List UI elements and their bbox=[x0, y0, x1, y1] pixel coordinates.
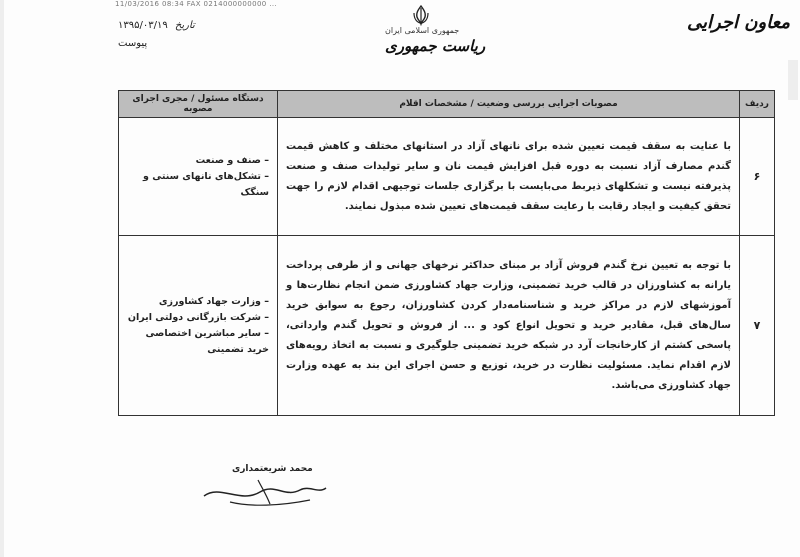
date-line bbox=[118, 20, 195, 31]
presidency-title: ریاست جمهوری bbox=[385, 37, 486, 55]
scan-mark bbox=[788, 60, 798, 100]
row-text: با توجه به تعیین نرخ گندم فروش آزاد بر مبنای حداکثر نرخهای جهانی و از طرفی پرداخت یارانه به کشاورزان در قالب خرید تضمینی، وزارت جهاد کشاورزی ضمن انجام نظارت‌ها و آموزشهای لازم در مراکز خرید و شناسنامه‌دار کردن کشاورزان، رجوع به سوابق خرید سال‌های قبل، مقادیر خرید و تحویل انواع کود و ... از فروش و تحویل گندم وارداتی، پاسخی کشتم از کارخانجات آرد در شبکه خرید تضمینی جلوگیری و نسبت به اتخاذ رویه‌های لازم اقدام نماید. مسئولیت نظارت در خرید، توزیع و حسن اجرای این بند به عهده وزارت جهاد کشاورزی می‌باشد. bbox=[278, 236, 740, 416]
responsible-item: – تشکل‌های نانهای سنتی و سنگک bbox=[143, 170, 269, 198]
addressee-title: معاون اجرایی bbox=[686, 12, 790, 33]
row-responsible bbox=[119, 118, 278, 236]
fax-header-line: 11/03/2016 08:34 FAX 0214000000000 ... bbox=[115, 0, 278, 8]
table-row bbox=[119, 118, 775, 236]
responsible-item: – وزارت جهاد کشاورزی bbox=[158, 295, 269, 307]
emblem-icon bbox=[410, 4, 432, 26]
date-value: ۱۳۹۵/۰۳/۱۹ bbox=[118, 20, 168, 31]
header-number: ردیف bbox=[740, 91, 775, 118]
table-row bbox=[119, 236, 775, 416]
signature-mark bbox=[200, 474, 330, 510]
row-responsible bbox=[119, 236, 278, 416]
responsible-item: – سایر مباشرین اختصاصی خرید تضمینی bbox=[145, 327, 269, 355]
signer-name: محمد شریعتمداری bbox=[232, 464, 313, 474]
row-number: ۷ bbox=[740, 236, 775, 416]
row-number: ۶ bbox=[740, 118, 775, 236]
row-text: با عنایت به سقف قیمت تعیین شده برای نانهای آزاد در استانهای مختلف و کاهش قیمت گندم مصارف آزاد نسبت به دوره قبل افزایش قیمت نان و سایر تولیدات صنف و صنعت پذیرفته نیست و تشکلهای ذیربط می‌بایست با برگزاری جلسات توجیهی اقدام لازم را جهت تحقق کیفیت و ایجاد رقابت با رعایت سقف قیمت‌های تعیین شده مبذول نمایند. bbox=[278, 118, 740, 236]
table-header-row bbox=[119, 91, 775, 118]
date-label: تاریخ bbox=[174, 20, 195, 31]
responsible-item: – صنف و صنعت bbox=[195, 154, 269, 166]
responsible-item: – شرکت بازرگانی دولتی ایران bbox=[127, 311, 269, 323]
scan-edge bbox=[0, 0, 4, 557]
attachment-label: پیوست bbox=[118, 38, 148, 49]
header-responsible: دستگاه مسئول / مجری اجرای مصوبه bbox=[119, 91, 278, 118]
republic-label: جمهوری اسلامی ایران bbox=[385, 26, 460, 35]
resolutions-table bbox=[118, 90, 775, 416]
header-description: مصوبات اجرایی بررسی وضعیت / مشخصات اقلام bbox=[278, 91, 740, 118]
